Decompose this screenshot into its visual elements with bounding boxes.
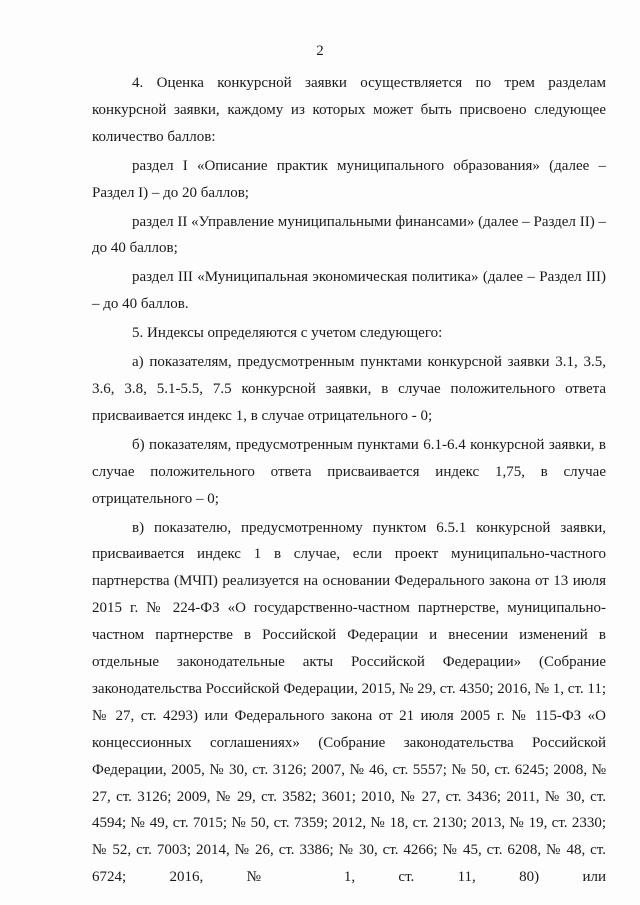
paragraph-4-evaluation: 4. Оценка конкурсной заявки осуществляется по трем разделам конкурсной заявки, каждому из которых может быть присвоено следующее количество баллов: — [92, 75, 606, 145]
paragraph-5a: а) показателям, предусмотренным пунктами конкурсной заявки 3.1, 3.5, 3.6, 3.8, 5.1-5.5, 7.5 конкурсной заявки, в случае положительного ответа присваивается индекс 1, в случае отрицательного - 0; — [92, 354, 606, 424]
paragraph-5c: в) показателю, предусмотренному пунктом 6.5.1 конкурсной заявки, присваивается индекс 1 в случае, если проект муниципально-частного партнерства (МЧП) реализуется на основании Федерального закона от 13 июля 2015 г. № 224-ФЗ «О государственно-частном партнерстве, муниципально-частном партнерстве в Российской Федерации и внесении изменений в отдельные законодательные акты Российской Федерации» (Собрание законодательства Российской Федерации, 2015, № 29, ст. 4350; 2016, № 1, ст. 11; № 27, ст. 4293) или Федерального закона от 21 июля 2005 г. № 115-ФЗ «О концессионных соглашениях» (Собрание законодательства Российской Федерации, 2005, № 30, ст. 3126; 2007, № 46, ст. 5557; № 50, ст. 6245; 2008, № 27, ст. 3126; 2009, № 29, ст. 3582; 3601; 2010, № 27, ст. 3436; 2011, № 30, ст. 4594; № 49, ст. 7015; № 50, ст. 7359; 2012, № 18, ст. 2130; 2013, № 19, ст. 2330; № 52, ст. 7003; 2014, № 26, ст. 3386; № 30, ст. 4266; № 45, ст. 6208, № 48, ст. 6724; 2016, № 1, ст. 11, 80) или — [92, 519, 606, 886]
paragraph-5-indexes: 5. Индексы определяются с учетом следующего: — [132, 325, 443, 342]
paragraph-5b: б) показателям, предусмотренным пунктами 6.1-6.4 конкурсной заявки, в случае положительного ответа присваивается индекс 1,75, в случае отрицательного – 0; — [92, 436, 606, 507]
paragraph-section-2: раздел II «Управление муниципальными финансами» (далее – Раздел II) – до 40 баллов; — [92, 213, 606, 257]
paragraph-section-3: раздел III «Муниципальная экономическая политика» (далее – Раздел III) – до 40 баллов. — [92, 269, 606, 313]
paragraph-section-1: раздел I «Описание практик муниципального образования» (далее – Раздел I) – до 20 баллов; — [92, 157, 606, 201]
document-body — [92, 70, 606, 891]
page-number: 2 — [316, 43, 324, 59]
